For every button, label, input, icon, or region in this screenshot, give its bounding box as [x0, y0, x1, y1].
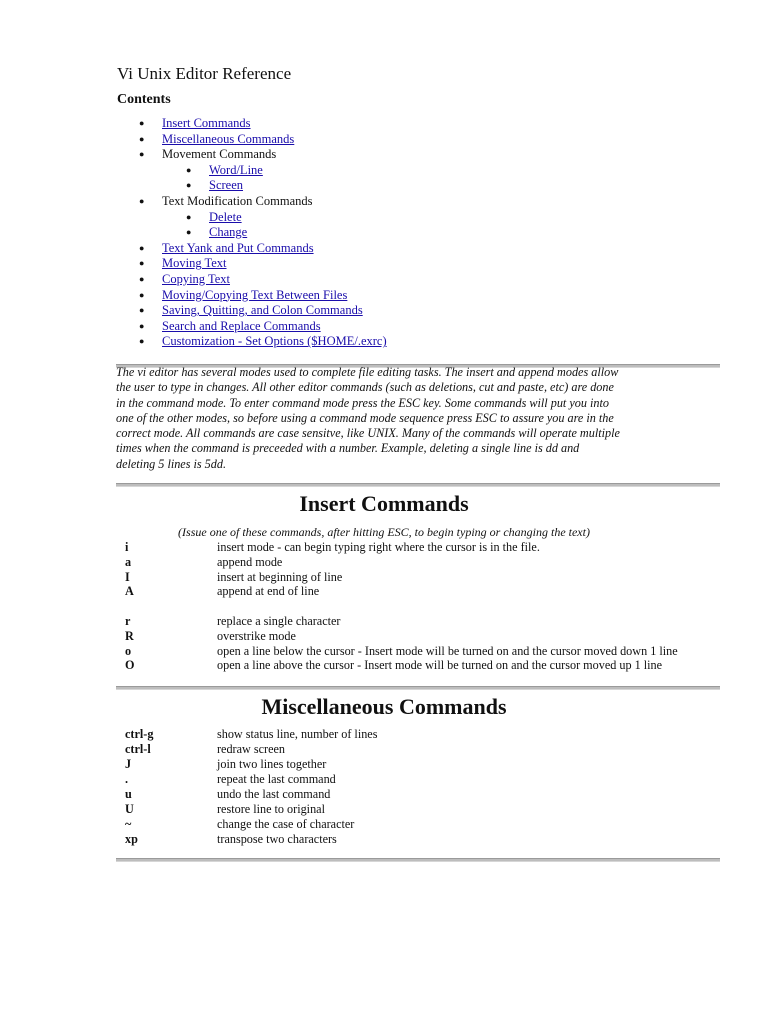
bullet-icon: ●: [139, 196, 145, 206]
command-description: append at end of line: [217, 584, 320, 599]
command-description: overstrike mode: [217, 628, 296, 643]
horizontal-rule: [116, 858, 720, 862]
command-key: o: [125, 643, 132, 658]
intro-line: deleting 5 lines is 5dd.: [116, 456, 227, 471]
intro-paragraph: [116, 365, 676, 472]
intro-line: correct mode. All commands are case sensitve, like UNIX. Many of the commands will operate multiple: [116, 426, 620, 441]
command-description: insert mode - can begin typing right where the cursor is in the file.: [217, 540, 540, 554]
command-description: transpose two characters: [217, 832, 337, 846]
command-key: ctrl-g: [125, 727, 154, 741]
command-row: [0, 832, 768, 847]
bullet-icon: ●: [139, 118, 145, 128]
contents-heading: Contents: [117, 92, 171, 107]
intro-line: The vi editor has several modes used to complete file editing tasks. The insert and append modes allow: [116, 365, 619, 379]
bullet-icon: ●: [139, 149, 145, 160]
toc-link[interactable]: Moving/Copying Text Between Files: [162, 287, 348, 302]
command-row: [0, 757, 768, 772]
command-key: U: [125, 802, 134, 816]
command-description: undo the last command: [217, 787, 331, 801]
toc-link[interactable]: Delete: [209, 209, 242, 224]
command-key: R: [125, 628, 134, 643]
bullet-icon: ●: [139, 320, 145, 331]
toc-link[interactable]: Customization - Set Options ($HOME/.exrc): [162, 334, 387, 349]
command-row: [0, 787, 768, 802]
document-title: Vi Unix Editor Reference: [117, 64, 292, 83]
command-row: [0, 772, 768, 787]
bullet-icon: ●: [139, 336, 145, 347]
bullet-icon: ●: [139, 289, 145, 300]
command-description: open a line below the cursor - Insert mode will be turned on and the cursor moved down 1 line: [217, 643, 678, 658]
command-row: [0, 570, 768, 585]
command-description: join two lines together: [217, 757, 327, 771]
toc-link[interactable]: Search and Replace Commands: [162, 318, 321, 333]
command-description: show status line, number of lines: [217, 727, 378, 741]
horizontal-rule: [116, 483, 720, 487]
command-key: i: [125, 540, 129, 554]
command-key: A: [125, 584, 134, 599]
command-row: [0, 629, 768, 644]
command-key: J: [125, 757, 132, 771]
bullet-icon: ●: [139, 305, 145, 316]
command-description: replace a single character: [217, 614, 341, 628]
misc-commands-heading: Miscellaneous Commands: [261, 694, 507, 719]
command-key: a: [125, 554, 132, 569]
toc-link[interactable]: Change: [209, 225, 248, 240]
command-key: u: [125, 787, 132, 801]
command-description: insert at beginning of line: [217, 569, 343, 584]
bullet-icon: ●: [139, 133, 145, 144]
command-row: [0, 555, 768, 570]
toc-link[interactable]: Moving Text: [162, 256, 227, 271]
toc-link[interactable]: Screen: [209, 178, 244, 193]
command-row: [0, 614, 768, 629]
toc-link[interactable]: Insert Commands: [162, 116, 251, 130]
intro-line: one of the other modes, so before using a command mode sequence press ESC to assure you are in the: [116, 410, 614, 425]
insert-commands-heading: Insert Commands: [299, 491, 469, 516]
command-row: [0, 584, 768, 599]
command-row: [0, 802, 768, 817]
command-key: I: [125, 569, 130, 584]
toc-link[interactable]: Miscellaneous Commands: [162, 131, 295, 146]
bullet-icon: ●: [139, 274, 145, 284]
bullet-icon: ●: [186, 164, 192, 175]
command-key: .: [125, 772, 129, 786]
command-description: change the case of character: [217, 817, 355, 831]
insert-commands-subtitle: (Issue one of these commands, after hitting ESC, to begin typing or changing the text): [178, 525, 590, 539]
command-key: O: [125, 658, 135, 673]
command-description: restore line to original: [217, 802, 325, 816]
command-row: [0, 817, 768, 832]
intro-line: in the command mode. To enter command mode press the ESC key. Some commands will put you into: [116, 395, 609, 410]
command-description: repeat the last command: [217, 772, 336, 786]
command-key: r: [125, 614, 131, 628]
command-key: xp: [125, 832, 138, 846]
command-row: [0, 540, 768, 555]
command-row: [0, 644, 768, 659]
toc-label: Movement Commands: [162, 147, 277, 162]
command-row: [0, 658, 768, 673]
horizontal-rule: [116, 686, 720, 690]
bullet-icon: ●: [186, 227, 192, 238]
bullet-icon: ●: [139, 258, 145, 269]
bullet-icon: ●: [186, 211, 192, 222]
bullet-icon: ●: [139, 242, 145, 253]
toc-link[interactable]: Copying Text: [162, 272, 230, 286]
bullet-icon: ●: [186, 180, 192, 191]
intro-line: times when the command is preceeded with a number. Example, deleting a single line is dd and: [116, 441, 580, 456]
command-description: append mode: [217, 554, 283, 569]
toc-link[interactable]: Saving, Quitting, and Colon Commands: [162, 303, 363, 318]
command-description: redraw screen: [217, 742, 286, 756]
command-key: ctrl-l: [125, 742, 151, 756]
toc-label: Text Modification Commands: [162, 194, 313, 208]
command-row: [0, 742, 768, 757]
toc-link[interactable]: Word/Line: [209, 162, 263, 177]
command-row: [0, 727, 768, 742]
toc-link[interactable]: Text Yank and Put Commands: [162, 240, 314, 255]
intro-line: the user to type in changes. All other editor commands (such as deletions, cut and paste, etc) are done: [116, 380, 614, 395]
command-key: ~: [125, 817, 132, 831]
command-description: open a line above the cursor - Insert mode will be turned on and the cursor moved up 1 line: [217, 658, 663, 673]
